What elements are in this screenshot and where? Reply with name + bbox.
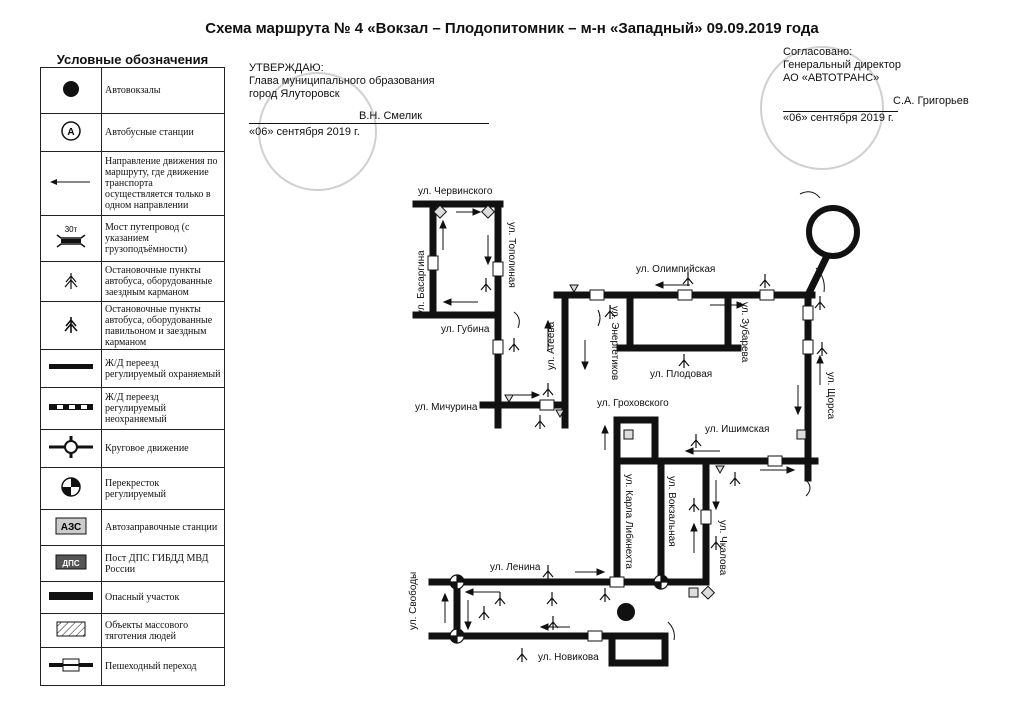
legend-label: Направление движения по маршруту, где движение транспорта осуществляется только в одном направлении xyxy=(102,152,225,216)
roundabout-vokzal xyxy=(809,208,857,256)
road-novikova-loop xyxy=(612,636,665,663)
traffic-light-icon xyxy=(450,575,464,589)
street-label-lenina: ул. Ленина xyxy=(490,562,541,573)
bus-stop-icon xyxy=(760,274,770,288)
legend-label: Автовокзалы xyxy=(102,68,225,114)
traffic-light-icon xyxy=(654,575,668,589)
pedestrian-crossing-icon xyxy=(493,262,503,276)
page-title: Схема маршрута № 4 «Вокзал – Плодопитомник – м-н «Западный» 09.09.2019 года xyxy=(205,20,819,37)
approval-date: «06» сентября 2019 г. xyxy=(249,126,360,138)
approval-line: город Ялуторовск xyxy=(249,88,340,100)
arrow-icon xyxy=(510,392,539,398)
road-roundabout-link xyxy=(808,258,826,295)
svg-text:АЗС: АЗС xyxy=(60,522,82,533)
arrow-icon xyxy=(656,282,690,288)
bus-stop-icon xyxy=(509,338,519,352)
legend-label: Остановочные пункты автобуса, оборудованные павильоном и заездным карманом xyxy=(102,302,225,350)
street-label-ishimskaya: ул. Ишимская xyxy=(705,424,770,435)
traffic-light-icon xyxy=(450,629,464,643)
street-label-zubareva: ул. Зубарева xyxy=(739,302,750,363)
bus-stop-icon xyxy=(543,383,553,397)
bus-stop-icon xyxy=(730,472,740,486)
legend-label: Объекты массового тяготения людей xyxy=(102,614,225,648)
street-label-novikova: ул. Новикова xyxy=(538,652,599,663)
legend-label: Опасный участок xyxy=(102,582,225,614)
street-label-svobody: ул. Свободы xyxy=(408,571,419,630)
turn-arrow-icon xyxy=(668,622,674,640)
arrow-icon xyxy=(713,480,719,509)
gas-station-icon xyxy=(689,588,698,597)
arrow-icon xyxy=(760,467,794,473)
bus-station-icon xyxy=(617,603,635,621)
pedestrian-crossing-icon xyxy=(540,400,554,410)
street-label-plodovaya: ул. Плодовая xyxy=(650,369,713,380)
gas-station-icon xyxy=(624,430,633,439)
legend-label: Пешеходный переход xyxy=(102,648,225,686)
arrow-icon xyxy=(602,426,608,450)
agreement-line: Генеральный директор xyxy=(783,59,901,71)
pedestrian-crossing-icon xyxy=(768,456,782,466)
pedestrian-crossing-icon xyxy=(428,256,438,270)
bus-stop-icon xyxy=(815,296,825,310)
agreement-line: Согласовано: xyxy=(783,46,853,58)
street-label-olimpiyskaya: ул. Олимпийская xyxy=(636,264,716,275)
bus-stop-icon xyxy=(479,606,489,620)
legend-label: Перекресток регулируемый xyxy=(102,468,225,510)
street-label-ageeva: ул. Агеева xyxy=(546,321,557,370)
legend-label: Мост путепровод (с указанием грузоподъёмности) xyxy=(102,216,225,262)
street-label-basargina: ул. Басаргина xyxy=(416,250,427,315)
approval-signer: В.Н. Смелик xyxy=(249,110,489,124)
street-label-gubina: ул. Губина xyxy=(441,324,490,335)
arrow-icon xyxy=(582,340,588,369)
bus-stop-icon xyxy=(547,592,557,606)
agreement-line: АО «АВТОТРАНС» xyxy=(783,72,880,84)
street-label-chkalova: ул. Чкалова xyxy=(717,520,728,576)
gas-station-icon xyxy=(702,586,715,599)
legend-title: Условные обозначения xyxy=(56,52,209,67)
turn-arrow-icon xyxy=(800,192,820,198)
bus-stop-icon xyxy=(817,342,827,356)
pedestrian-crossing-icon xyxy=(803,340,813,354)
legend-label: Автозаправочные станции xyxy=(102,510,225,546)
arrow-icon xyxy=(691,524,697,553)
legend-label: Остановочные пункты автобуса, оборудованные заездным карманом xyxy=(102,262,225,302)
bus-stops xyxy=(479,272,827,662)
pedestrian-crossing-icon xyxy=(493,340,503,354)
street-label-shorsa: ул. Щорса xyxy=(825,372,836,420)
pedestrian-crossing-icon xyxy=(760,290,774,300)
pedestrian-crossing-icon xyxy=(701,510,711,524)
legend-label: Автобусные станции xyxy=(102,114,225,152)
bus-stop-icon xyxy=(691,434,701,448)
triangle-marker-icon xyxy=(505,395,513,402)
street-label-karla: ул. Карла Либкнехта xyxy=(623,474,634,569)
pedestrian-crossing-icon xyxy=(803,306,813,320)
bus-stop-icon xyxy=(548,616,558,630)
arrow-icon xyxy=(440,221,446,250)
pedestrian-crossing-icon xyxy=(588,631,602,641)
arrow-icon xyxy=(442,594,448,623)
bus-stop-icon xyxy=(535,415,545,429)
arrow-icon xyxy=(456,209,480,215)
arrow-icon xyxy=(575,569,604,575)
bus-stop-icon xyxy=(600,588,610,602)
arrow-icon xyxy=(465,600,471,629)
gas-station-icon xyxy=(797,430,806,439)
svg-text:ДПС: ДПС xyxy=(62,559,80,568)
pedestrian-crossing-icon xyxy=(590,290,604,300)
bus-stop-icon xyxy=(495,592,505,606)
svg-text:А: А xyxy=(67,127,75,138)
agreement-signer: С.А. Григорьев xyxy=(893,95,969,107)
approval-line: Глава муниципального образования xyxy=(249,75,435,87)
street-label-grohovskogo: ул. Гроховского xyxy=(597,398,669,409)
arrow-icon xyxy=(795,385,801,414)
triangle-marker-icon xyxy=(716,466,724,473)
turn-arrow-icon xyxy=(806,480,810,496)
arrow-icon xyxy=(485,235,491,264)
turn-arrow-icon xyxy=(598,310,600,326)
legend-label: Ж/Д переезд регулируемый неохраняемый xyxy=(102,388,225,430)
street-label-energetikov: ул. Энергетиков xyxy=(609,306,620,381)
arrow-icon xyxy=(817,356,823,385)
arrow-icon xyxy=(444,299,478,305)
road-grohovskogo xyxy=(617,420,655,461)
pedestrian-crossing-icon xyxy=(610,577,624,587)
street-label-vokzalnaya: ул. Вокзальная xyxy=(666,476,677,547)
bus-stop-icon xyxy=(543,565,553,579)
bus-stop-icon xyxy=(689,498,699,512)
street-label-michurina: ул. Мичурина xyxy=(415,402,478,413)
triangle-marker-icon xyxy=(570,285,578,292)
street-label-topolinaya: ул. Тополиная xyxy=(506,222,517,288)
street-label-chervinskogo: ул. Червинского xyxy=(418,186,493,197)
bus-stop-icon xyxy=(481,278,491,292)
legend-label: Ж/Д переезд регулируемый охраняемый xyxy=(102,350,225,388)
approval-line: УТВЕРЖДАЮ: xyxy=(249,62,324,74)
pedestrian-crossing-icon xyxy=(678,290,692,300)
bus-stop-icon xyxy=(679,354,689,368)
agreement-date: «06» сентября 2019 г. xyxy=(783,111,898,125)
arrow-icon xyxy=(686,448,720,454)
turn-arrow-icon xyxy=(514,312,519,328)
arrow-icon xyxy=(466,589,500,595)
bus-stop-icon xyxy=(517,648,527,662)
legend-label: Пост ДПС ГИБДД МВД России xyxy=(102,546,225,582)
svg-text:30т: 30т xyxy=(64,225,78,234)
legend-label: Круговое движение xyxy=(102,430,225,468)
